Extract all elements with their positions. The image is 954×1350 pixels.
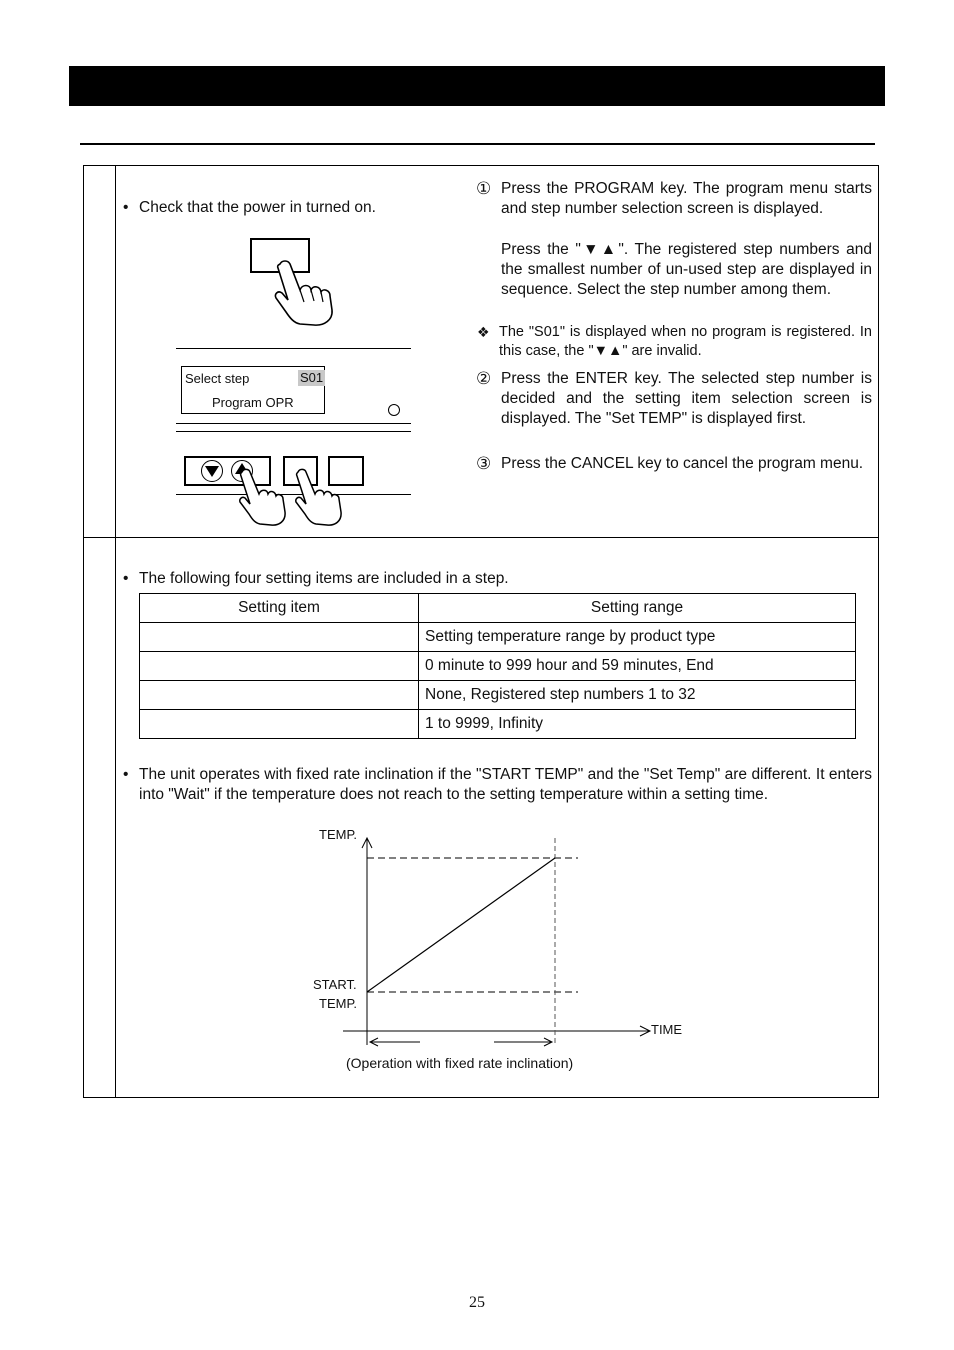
column-header: Setting range [419, 594, 856, 623]
table-cell: None, Registered step numbers 1 to 32 [419, 681, 856, 710]
power-check-note: • Check that the power in turned on. [139, 198, 376, 218]
page-number: 25 [469, 1294, 485, 1311]
table-row [140, 710, 856, 739]
panel-edge-mid-1 [176, 423, 411, 424]
step-1-detail: Press the "▼▲". The registered step numbers and the smallest number of un-used step are displayed in sequence. Select the step number among them. [501, 241, 872, 298]
table-row [140, 623, 856, 652]
table-cell: Setting temperature range by product type [419, 623, 856, 652]
column-header: Setting item [140, 594, 419, 623]
table-cell [140, 710, 419, 739]
pointing-hand-icon [234, 468, 294, 530]
pointing-hand-icon [266, 258, 340, 330]
step-3-text: Press the CANCEL key to cancel the program menu. [501, 455, 864, 472]
table-cell: 0 minute to 999 hour and 59 minutes, End [419, 652, 856, 681]
note-symbol: ❖ [477, 324, 490, 340]
graph-y-label: TEMP. [319, 827, 358, 842]
graph-caption: (Operation with fixed rate inclination) [346, 1055, 574, 1071]
table-row [140, 681, 856, 710]
table-row [140, 652, 856, 681]
graph-start-label-2: TEMP. [319, 996, 358, 1011]
step-2-text: Press the ENTER key. The selected step number is decided and the setting item selection screen is displayed. The "Set TEMP" is displayed first. [501, 370, 872, 427]
frame-row-divider [83, 537, 879, 538]
table-cell [140, 652, 419, 681]
lcd-step-value: S01 [300, 370, 324, 385]
fixed-rate-graph [300, 830, 700, 1060]
table-cell [140, 681, 419, 710]
panel-edge-mid-2 [176, 431, 411, 432]
header-bar [69, 66, 885, 106]
graph-start-label-1: START. [313, 977, 357, 992]
fixed-rate-description: • The unit operates with fixed rate inclination if the "START TEMP" and the "Set Temp" are different. It enters into "Wait" if the temperature does not reach to the setting temperature within a setting time. [139, 765, 872, 805]
step-number: ③ [476, 454, 492, 473]
lcd-select-step: Select step [185, 371, 250, 386]
header-rule [80, 143, 875, 145]
lcd-program-opr: Program OPR [212, 395, 294, 410]
indicator-lamp [388, 404, 400, 416]
table-cell [140, 623, 419, 652]
setting-items-intro: • The following four setting items are included in a step. [139, 569, 509, 589]
step-number: ① [476, 179, 492, 198]
graph-x-label: TIME [651, 1022, 683, 1037]
settings-table [139, 593, 856, 739]
panel-edge-top [176, 348, 411, 349]
step-1-text: Press the PROGRAM key. The program menu starts and step number selection screen is displayed. [501, 180, 872, 217]
frame-column-divider [115, 165, 116, 1098]
note-text: The "S01" is displayed when no program is registered. In this case, the "▼▲" are invalid. [499, 324, 872, 359]
table-cell: 1 to 9999, Infinity [419, 710, 856, 739]
triangle-down-icon [204, 464, 220, 478]
pointing-hand-icon [290, 468, 350, 530]
step-number: ② [476, 369, 492, 388]
table-header-row [140, 594, 856, 623]
